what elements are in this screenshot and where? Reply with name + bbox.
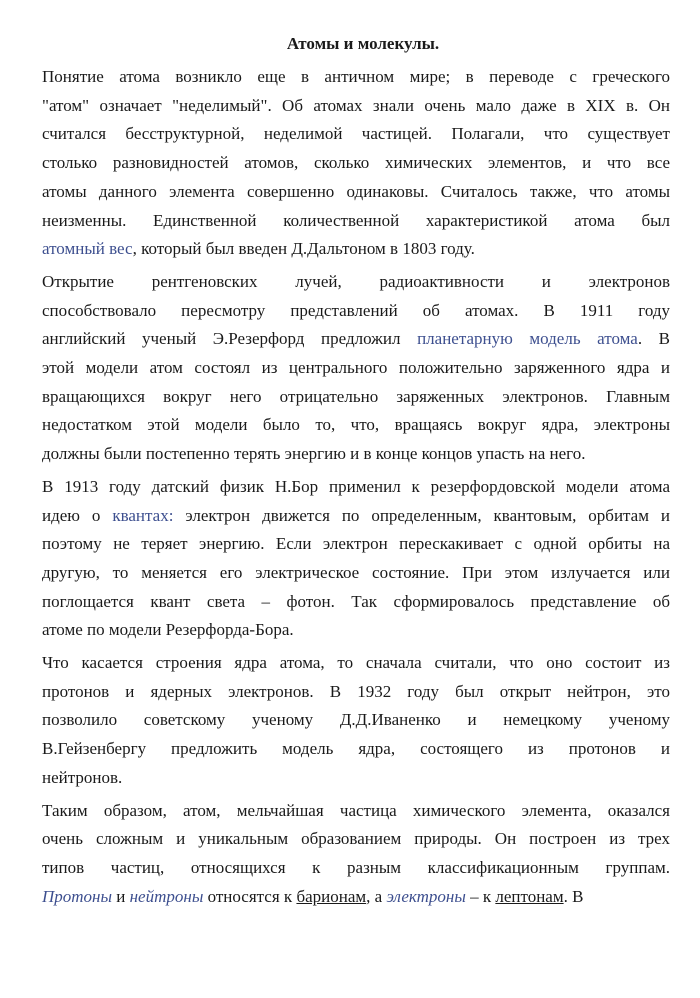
text-span: должны были постепенно терять энергию и в конце концов упасть на него. (42, 444, 586, 464)
text-line (42, 764, 670, 793)
term-link[interactable]: электроны (386, 886, 466, 906)
text-span: способствовало пересмотру представлений об атомах. В 1911 году (42, 300, 670, 320)
text-span: недостатком этой модели было то, что, вращаясь вокруг ядра, электроны (42, 415, 670, 435)
text-span: поэтому не теряет энергию. Если электрон перескакивает с одной орбиты на (42, 534, 670, 554)
text-span: , а (366, 886, 387, 906)
text-line (42, 797, 670, 826)
text-span: этой модели атом состоял из центрального положительно заряженного ядра и (42, 358, 670, 378)
text-line (42, 120, 670, 149)
text-line (42, 825, 670, 854)
text-line (42, 440, 670, 469)
text-line (42, 268, 670, 297)
underlined-term: барионам (296, 886, 367, 906)
term-link[interactable]: планетарную модель атома (417, 329, 638, 349)
text-line (42, 883, 670, 912)
text-span: Таким образом, атом, мельчайшая частица химического элемента, оказался (42, 800, 670, 820)
text-line (42, 854, 670, 883)
text-span: идею о (42, 505, 113, 525)
text-line (42, 588, 670, 617)
text-span: столько разновидностей атомов, сколько химических элементов, и что все (42, 153, 670, 173)
text-span: Что касается строения ядра атома, то сначала считали, что оно состоит из (42, 653, 670, 673)
text-line (42, 411, 670, 440)
text-line (42, 63, 670, 92)
text-line (42, 383, 670, 412)
paragraph (42, 268, 670, 469)
paragraph (42, 63, 670, 264)
text-span: В.Гейзенбергу предложить модель ядра, состоящего из протонов и (42, 739, 670, 759)
term-link[interactable]: Протоны (42, 886, 113, 906)
text-span: Открытие рентгеновских лучей, радиоактивности и электронов (42, 271, 670, 291)
text-span: . В (563, 886, 584, 906)
text-line (42, 616, 670, 645)
text-span: английский ученый Э.Резерфорд предложил (42, 329, 418, 349)
text-span: типов частиц, относящихся к разным классификационным группам. (42, 857, 670, 877)
text-span: электрон движется по определенным, квантовым, орбитам и (173, 505, 670, 525)
text-line (42, 649, 670, 678)
underlined-term: лептонам (495, 886, 564, 906)
text-span: протонов и ядерных электронов. В 1932 году был открыт нейтрон, это (42, 681, 670, 701)
paragraph (42, 797, 670, 912)
text-line (42, 92, 670, 121)
text-span: нейтронов. (42, 767, 123, 787)
text-span: Понятие атома возникло еще в античном мире; в переводе с греческого (42, 67, 670, 86)
text-line (42, 473, 670, 502)
document-title: Атомы и молекулы. (286, 34, 440, 53)
text-span: атоме по модели Резерфорда-Бора. (42, 620, 294, 640)
text-line (42, 325, 670, 354)
text-span: В 1913 году датский физик Н.Бор применил к резерфордовской модели атома (42, 476, 670, 496)
text-line (42, 678, 670, 707)
text-line (42, 297, 670, 326)
text-line (42, 559, 670, 588)
text-span: . В (637, 329, 671, 349)
term-link[interactable]: атомный вес (42, 239, 133, 259)
text-span: атомы данного элемента совершенно одинаковы. Считалось также, что атомы (42, 181, 670, 201)
term-link[interactable]: квантах: (112, 505, 174, 525)
text-span: вращающихся вокруг него отрицательно заряженных электронов. Главным (42, 386, 670, 406)
text-line (42, 235, 670, 264)
text-span: "атом" означает "неделимый". Об атомах знали очень мало даже в XIX в. Он (42, 95, 670, 115)
text-line (42, 207, 670, 236)
text-line (42, 706, 670, 735)
text-line (42, 178, 670, 207)
paragraph (42, 649, 670, 793)
text-span: – к (465, 886, 496, 906)
text-span: позволило советскому ученому Д.Д.Иваненко и немецкому ученому (42, 710, 670, 730)
text-span: и (112, 886, 130, 906)
text-span: неизменны. Единственной количественной характеристикой атома был (42, 210, 670, 230)
text-line (42, 735, 670, 764)
document-page (42, 34, 670, 915)
text-span: считался бесструктурной, неделимой частицей. Полагали, что существует (42, 124, 670, 144)
text-span: очень сложным и уникальным образованием природы. Он построен из трех (42, 829, 670, 849)
text-line (42, 149, 670, 178)
text-span: относятся к (203, 886, 297, 906)
text-span: , который был введен Д.Дальтоном в 1803 году. (132, 239, 475, 259)
text-span: другую, то меняется его электрическое состояние. При этом излучается или (42, 562, 670, 582)
paragraph (42, 473, 670, 645)
text-span: поглощается квант света – фотон. Так сформировалось представление об (42, 591, 670, 611)
term-link[interactable]: нейтроны (129, 886, 204, 906)
text-line (42, 354, 670, 383)
text-line (42, 502, 670, 531)
document-body (42, 63, 670, 911)
text-line (42, 530, 670, 559)
